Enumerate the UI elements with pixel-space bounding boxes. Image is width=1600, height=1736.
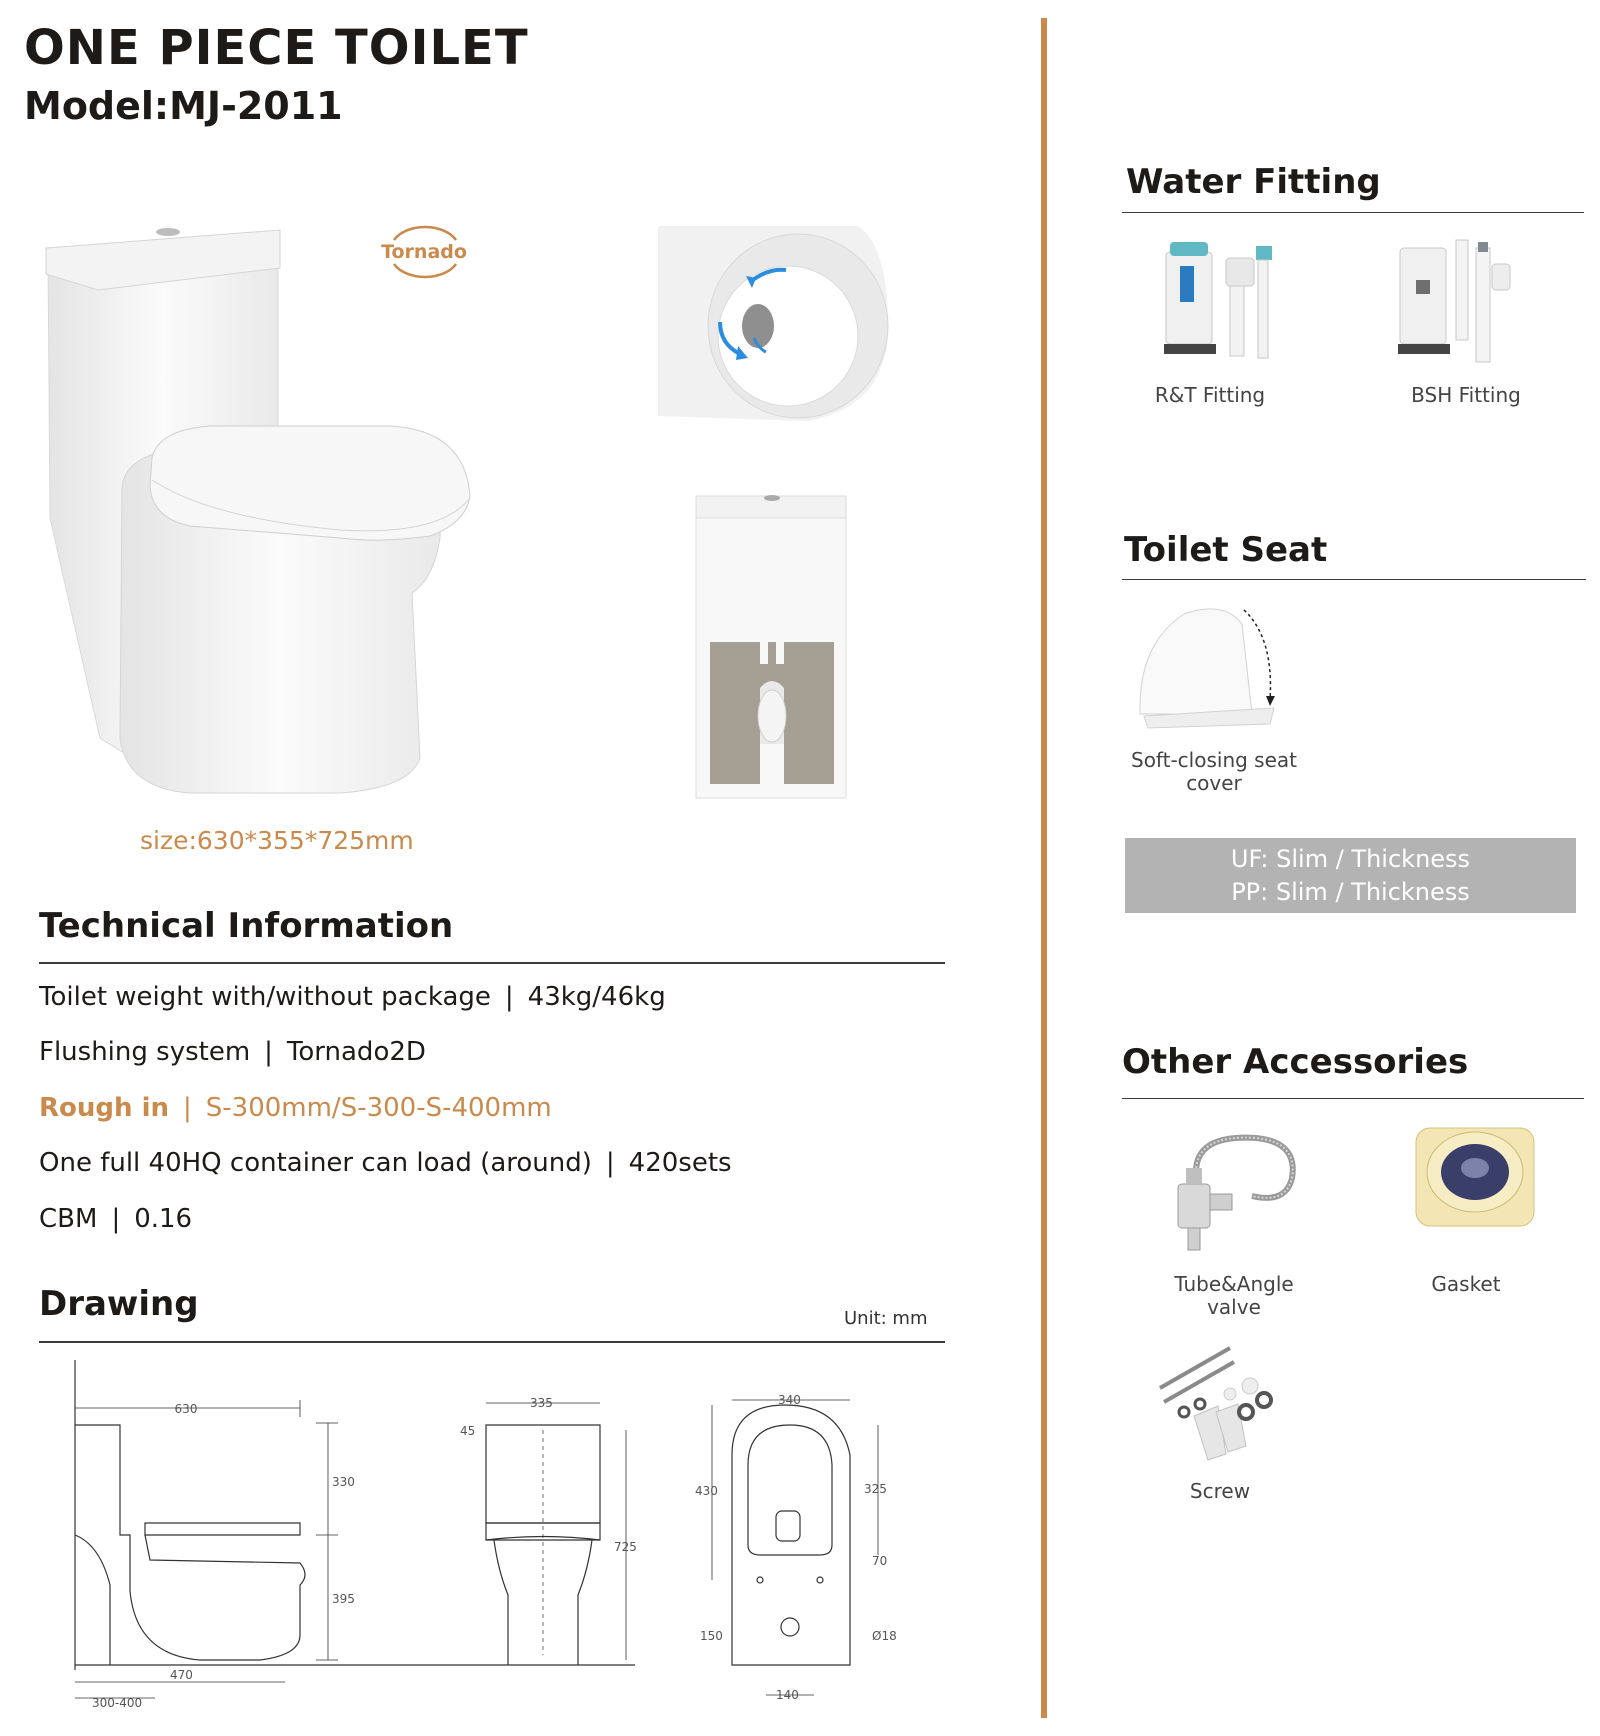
seat-label xyxy=(1114,749,1314,795)
toilet-seat-rule xyxy=(1122,579,1586,580)
seat-label-line2: cover xyxy=(1186,771,1242,795)
spec-key: Flushing system xyxy=(39,1037,251,1067)
spec-value: 420sets xyxy=(628,1148,732,1178)
spec-row-rough-in xyxy=(39,1093,552,1123)
tornado-badge xyxy=(374,214,474,294)
spec-separator: | xyxy=(183,1093,192,1123)
spec-row-container-load xyxy=(39,1148,732,1178)
dim-top-left: 430 xyxy=(695,1484,718,1498)
bsh-fitting-label: BSH Fitting xyxy=(1411,383,1521,407)
spec-row-weight xyxy=(39,982,666,1012)
rt-fitting-label: R&T Fitting xyxy=(1154,383,1266,407)
spec-value: Tornado2D xyxy=(286,1037,426,1067)
dim-top-bottom: 140 xyxy=(776,1688,799,1702)
tube-angle-valve-line1: Tube&Angle xyxy=(1174,1272,1294,1296)
seat-options-box xyxy=(1125,838,1576,913)
spec-value: 0.16 xyxy=(134,1204,193,1234)
drawing-title: Drawing xyxy=(39,1284,199,1324)
spec-separator: | xyxy=(504,982,514,1012)
rt-fitting-image xyxy=(1160,236,1280,366)
gasket-image xyxy=(1410,1122,1540,1232)
spec-separator: | xyxy=(111,1204,121,1234)
technical-info-rule xyxy=(39,962,945,964)
screw-set-image xyxy=(1154,1342,1284,1472)
spec-key: CBM xyxy=(39,1204,98,1234)
spec-row-flushing xyxy=(39,1037,426,1067)
tube-angle-valve-image xyxy=(1166,1128,1306,1258)
size-label: size:630*355*725mm xyxy=(140,826,414,855)
dim-top-width: 340 xyxy=(778,1393,801,1407)
spec-value: S-300mm/S-300-S-400mm xyxy=(205,1093,552,1123)
screw-label: Screw xyxy=(1189,1479,1251,1503)
dim-top-right: 325 xyxy=(864,1482,887,1496)
drawing-rule xyxy=(39,1341,945,1343)
tornado-badge-text: Tornado xyxy=(381,241,467,263)
accessories-title: Other Accessories xyxy=(1122,1042,1469,1082)
dim-front-height: 725 xyxy=(614,1540,637,1554)
page-title: ONE PIECE TOILET xyxy=(24,20,529,76)
dim-top-base: 150 xyxy=(700,1629,723,1643)
rear-view-image xyxy=(694,494,850,802)
spec-row-cbm xyxy=(39,1204,192,1234)
dim-top-hole: Ø18 xyxy=(872,1629,897,1643)
dim-side-width: 630 xyxy=(174,1402,198,1416)
spec-key: Rough in xyxy=(39,1093,169,1123)
spec-value: 43kg/46kg xyxy=(527,982,666,1012)
bsh-fitting-image xyxy=(1394,234,1514,366)
model-number: Model:MJ-2011 xyxy=(24,84,343,128)
soft-closing-seat-image xyxy=(1134,604,1286,734)
technical-info-title: Technical Information xyxy=(39,906,454,946)
dim-top-gap: 70 xyxy=(872,1554,888,1568)
dim-side-bottom: 470 xyxy=(170,1668,193,1682)
seat-option-pp: PP: Slim / Thickness xyxy=(1231,878,1470,906)
seat-label-line1: Soft-closing seat xyxy=(1131,748,1297,772)
bowl-top-view-image xyxy=(658,226,898,426)
dim-side-upper: 330 xyxy=(332,1475,355,1489)
vertical-divider xyxy=(1041,18,1047,1718)
gasket-label: Gasket xyxy=(1431,1272,1501,1296)
dim-front-width: 335 xyxy=(530,1396,553,1410)
spec-key: Toilet weight with/without package xyxy=(39,982,491,1012)
spec-key: One full 40HQ container can load (around) xyxy=(39,1148,592,1178)
spec-separator: | xyxy=(605,1148,615,1178)
dim-side-lower: 395 xyxy=(332,1592,355,1606)
tube-angle-valve-label xyxy=(1134,1273,1334,1319)
toilet-seat-title: Toilet Seat xyxy=(1124,530,1328,570)
dim-front-top: 45 xyxy=(460,1424,476,1438)
drawing-unit: Unit: mm xyxy=(844,1308,928,1329)
toilet-product-image xyxy=(40,218,480,798)
spec-separator: | xyxy=(264,1037,273,1067)
accessories-rule xyxy=(1122,1098,1584,1099)
water-fitting-rule xyxy=(1122,212,1584,213)
tube-angle-valve-line2: valve xyxy=(1207,1295,1261,1319)
water-fitting-title: Water Fitting xyxy=(1126,162,1381,202)
seat-option-uf: UF: Slim / Thickness xyxy=(1230,845,1471,873)
dim-side-rough: 300-400 xyxy=(92,1696,143,1710)
technical-drawing xyxy=(60,1355,920,1715)
